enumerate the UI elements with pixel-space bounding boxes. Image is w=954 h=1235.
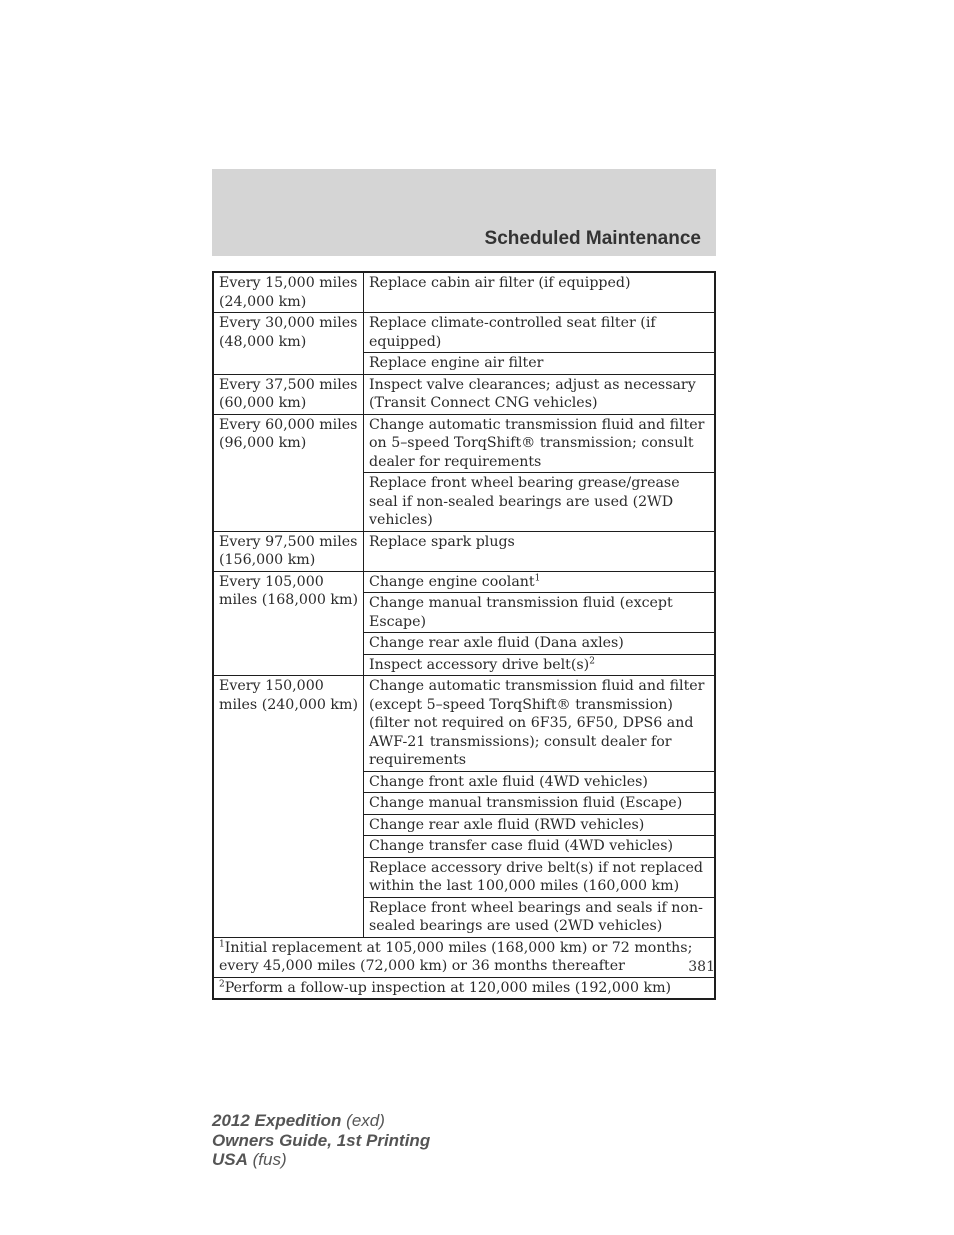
footer-line-1: 2012 Expedition (exd) xyxy=(212,1111,385,1130)
task-cell xyxy=(364,531,716,571)
task-cell xyxy=(364,793,716,815)
task-cell xyxy=(364,313,716,353)
task-text: Change manual transmission fluid (except Escape) xyxy=(369,595,673,630)
task-cell xyxy=(364,857,716,897)
task-cell xyxy=(364,571,716,593)
interval-cell: Every 37,500 miles (60,000 km) xyxy=(213,374,364,414)
task-cell xyxy=(364,633,716,655)
task-text: Change rear axle fluid (RWD vehicles) xyxy=(369,816,645,833)
section-header-band xyxy=(212,169,716,256)
table-row xyxy=(213,414,715,473)
interval-cell: Every 150,000 miles (240,000 km) xyxy=(213,676,364,938)
interval-cell: Every 97,500 miles (156,000 km) xyxy=(213,531,364,571)
task-text: Inspect valve clearances; adjust as necessary (Transit Connect CNG vehicles) xyxy=(369,376,696,411)
task-text: Change front axle fluid (4WD vehicles) xyxy=(369,773,648,790)
task-cell xyxy=(364,353,716,375)
task-cell xyxy=(364,897,716,937)
footnote-text: Perform a follow-up inspection at 120,000 miles (192,000 km) xyxy=(224,979,672,996)
footer-line-3: USA (fus) xyxy=(212,1150,287,1169)
task-text: Change manual transmission fluid (Escape) xyxy=(369,795,683,811)
task-cell xyxy=(364,676,716,772)
footnote-marker: 1 xyxy=(534,572,541,583)
task-cell xyxy=(364,814,716,836)
footer-line-2: Owners Guide, 1st Printing xyxy=(212,1130,431,1150)
interval-cell: Every 15,000 miles (24,000 km) xyxy=(213,272,364,313)
task-text: Inspect accessory drive belt(s) xyxy=(369,656,590,673)
task-text: Replace spark plugs xyxy=(369,533,515,550)
task-cell xyxy=(364,272,716,313)
task-cell xyxy=(364,374,716,414)
page-number: 381 xyxy=(688,959,715,975)
footnote-row xyxy=(213,937,715,977)
task-text: Replace front wheel bearings and seals if non-sealed bearings are used (2WD vehicles) xyxy=(369,899,703,934)
task-cell xyxy=(364,654,716,676)
task-cell xyxy=(364,771,716,793)
task-text: Change transfer case fluid (4WD vehicles) xyxy=(369,838,674,854)
task-text: Change automatic transmission fluid and filter on 5–speed TorqShift® transmission; consult dealer for requirements xyxy=(369,416,705,470)
footnote-cell xyxy=(213,977,715,999)
footnote-marker: 2 xyxy=(589,655,595,666)
task-cell xyxy=(364,414,716,473)
task-text: Change engine coolant xyxy=(369,573,535,590)
task-text: Replace accessory drive belt(s) if not replaced within the last 100,000 miles (160,000 km) xyxy=(369,859,703,894)
table-row xyxy=(213,272,715,313)
task-text: Replace climate-controlled seat filter (if equipped) xyxy=(369,315,656,350)
table-row xyxy=(213,571,715,593)
table-row xyxy=(213,313,715,353)
task-text: Replace engine air filter xyxy=(369,355,544,371)
task-text: Replace cabin air filter (if equipped) xyxy=(369,275,631,291)
task-cell xyxy=(364,593,716,633)
task-text: Replace front wheel bearing grease/grease seal if non-sealed bearings are used (2WD vehicles) xyxy=(369,475,680,528)
maintenance-schedule-table xyxy=(212,271,716,1000)
task-cell xyxy=(364,836,716,858)
interval-cell: Every 60,000 miles (96,000 km) xyxy=(213,414,364,531)
interval-cell: Every 105,000 miles (168,000 km) xyxy=(213,571,364,676)
interval-cell: Every 30,000 miles (48,000 km) xyxy=(213,313,364,375)
footnote-cell xyxy=(213,937,715,977)
section-title: Scheduled Maintenance xyxy=(484,228,701,249)
task-text: Change automatic transmission fluid and filter (except 5–speed TorqShift® transmission) (filter not required on 6F35, 6F50, DPS6 and AWF-21 transmissions); consult dealer for requirements xyxy=(369,678,705,768)
footnote-text: Initial replacement at 105,000 miles (168,000 km) or 72 months; every 45,000 miles (72,000 km) or 36 months thereafter xyxy=(219,939,693,974)
task-cell xyxy=(364,473,716,532)
footnote-number: 1 xyxy=(219,938,225,949)
table-row xyxy=(213,676,715,772)
table-row xyxy=(213,531,715,571)
table-row xyxy=(213,374,715,414)
footnote-row xyxy=(213,977,715,999)
footnote-number: 2 xyxy=(219,978,225,989)
task-text: Change rear axle fluid (Dana axles) xyxy=(369,635,624,651)
document-footer xyxy=(212,1111,430,1170)
